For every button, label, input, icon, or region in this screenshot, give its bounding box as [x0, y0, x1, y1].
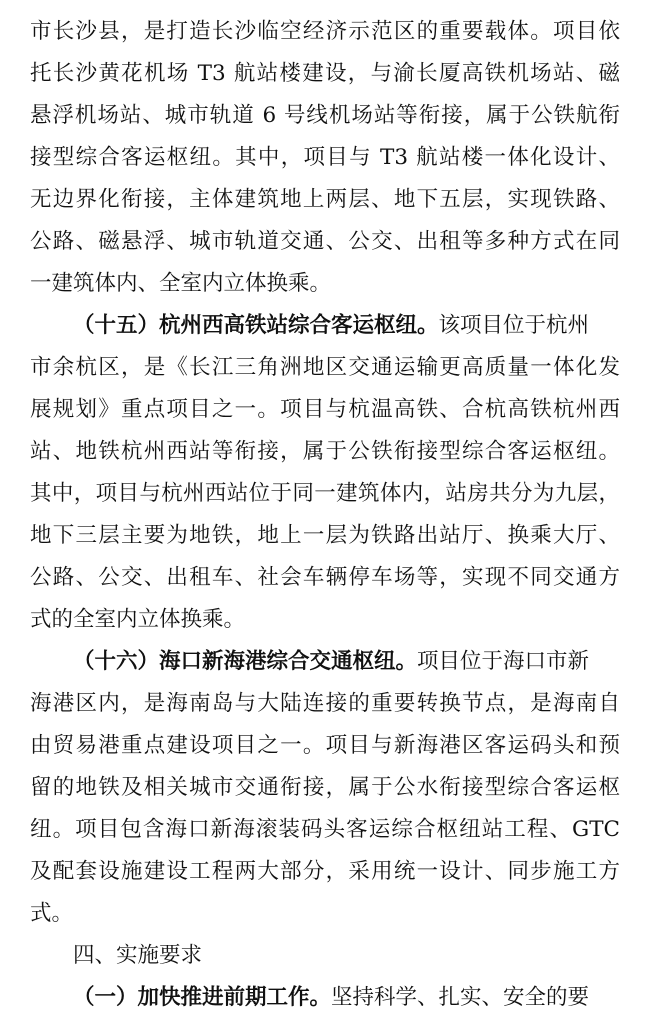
- paragraph-line: 纽。项目包含海口新海滚装码头客运综合枢纽站工程、GTC: [30, 817, 620, 842]
- paragraph-line: 无边界化衔接，主体建筑地上两层、地下五层，实现铁路、: [30, 187, 620, 212]
- paragraph-line: 市长沙县，是打造长沙临空经济示范区的重要载体。项目依: [30, 19, 620, 44]
- paragraph-line: 由贸易港重点建设项目之一。项目与新海港区客运码头和预: [30, 733, 620, 758]
- paragraph-line: 留的地铁及相关城市交通衔接，属于公水衔接型综合客运枢: [30, 775, 620, 800]
- item-1-first-text: 坚持科学、扎实、安全的要: [331, 985, 590, 1010]
- paragraph-line: 式的全室内立体换乘。: [30, 607, 246, 632]
- paragraph-line: 一建筑体内、全室内立体换乘。: [30, 271, 332, 296]
- paragraph-line: 市余杭区，是《长江三角洲地区交通运输更高质量一体化发: [30, 355, 620, 380]
- paragraph-line: 及配套设施建设工程两大部分，采用统一设计、同步施工方: [30, 859, 620, 884]
- item-15-first-text: 该项目位于杭州: [438, 313, 590, 338]
- paragraph-line: 展规划》重点项目之一。项目与杭温高铁、合杭高铁杭州西: [30, 397, 620, 422]
- paragraph-line: 托长沙黄花机场 T3 航站楼建设，与渝长厦高铁机场站、磁: [30, 61, 620, 86]
- item-1-first-line: [30, 983, 620, 1013]
- paragraph-line: 公路、公交、出租车、社会车辆停车场等，实现不同交通方: [30, 565, 620, 590]
- paragraph-line: 站、地铁杭州西站等衔接，属于公铁衔接型综合客运枢纽。: [30, 439, 620, 464]
- paragraph-line: 其中，项目与杭州西站位于同一建筑体内，站房共分为九层，: [30, 481, 620, 506]
- paragraph-line: 公路、磁悬浮、城市轨道交通、公交、出租等多种方式在同: [30, 229, 620, 254]
- item-1-heading: （一）加快推进前期工作。: [73, 985, 332, 1010]
- paragraph-line: 式。: [30, 901, 74, 926]
- item-16-heading: （十六）海口新海港综合交通枢纽。: [73, 649, 418, 674]
- section-heading: 四、实施要求: [73, 943, 203, 968]
- item-15-first-line: [30, 311, 620, 341]
- item-16-first-text: 项目位于海口市新: [417, 649, 590, 674]
- paragraph-line: 地下三层主要为地铁，地上一层为铁路出站厅、换乘大厅、: [30, 523, 620, 548]
- item-15-heading: （十五）杭州西高铁站综合客运枢纽。: [73, 313, 439, 338]
- paragraph-line: 接型综合客运枢纽。其中，项目与 T3 航站楼一体化设计、: [30, 145, 620, 170]
- paragraph-line: 海港区内，是海南岛与大陆连接的重要转换节点，是海南自: [30, 691, 620, 716]
- paragraph-line: 悬浮机场站、城市轨道 6 号线机场站等衔接，属于公铁航衔: [30, 103, 620, 128]
- item-16-first-line: [30, 647, 620, 677]
